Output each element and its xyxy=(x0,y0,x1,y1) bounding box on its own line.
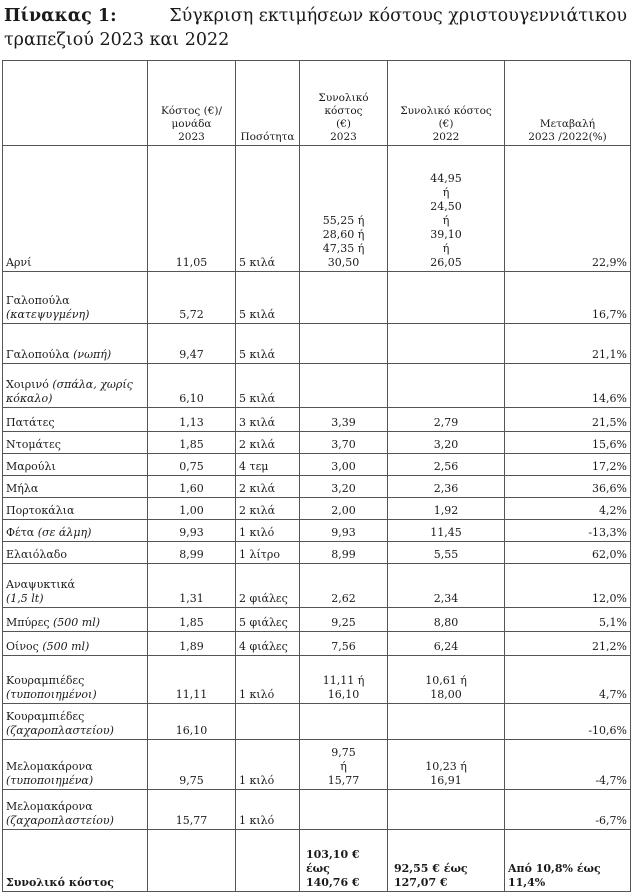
item-name: Οίνος (500 ml) xyxy=(3,632,148,656)
change-percent: 21,2% xyxy=(505,632,631,656)
total-cost-2023 xyxy=(300,272,388,324)
item-name: Μπύρες (500 ml) xyxy=(3,608,148,632)
unit-cost: 1,00 xyxy=(148,498,236,520)
unit-cost: 6,10 xyxy=(148,364,236,408)
total-cost-2023 xyxy=(300,790,388,830)
total-cost-2023: 3,39 xyxy=(300,408,388,432)
item-name: Αναψυκτικά (1,5 lt) xyxy=(3,564,148,608)
item-name: Φέτα (σε άλμη) xyxy=(3,520,148,542)
unit-cost: 1,89 xyxy=(148,632,236,656)
total-cost-2023: 11,11 ή 16,10 xyxy=(300,656,388,704)
change-percent: 62,0% xyxy=(505,542,631,564)
table-row xyxy=(3,324,631,364)
quantity: 1 κιλό xyxy=(236,790,300,830)
total-cost-2023: 3,00 xyxy=(300,454,388,476)
total-cost-2022: 2,34 xyxy=(388,564,505,608)
item-name: Αρνί xyxy=(3,146,148,272)
total-cost-2023: 3,70 xyxy=(300,432,388,454)
total-cost-2023 xyxy=(300,364,388,408)
table-row xyxy=(3,432,631,454)
total-cost-2023: 9,93 xyxy=(300,520,388,542)
total-cost-2022: 10,61 ή 18,00 xyxy=(388,656,505,704)
total-cost-2022: 11,45 xyxy=(388,520,505,542)
title-line-2: τραπεζιού 2023 και 2022 xyxy=(4,30,230,50)
change-percent: 17,2% xyxy=(505,454,631,476)
item-name: Μελομακάρονα (ζαχαροπλαστείου) xyxy=(3,790,148,830)
table-row xyxy=(3,542,631,564)
total-cost-2022: 2,56 xyxy=(388,454,505,476)
table-row xyxy=(3,632,631,656)
table-row xyxy=(3,564,631,608)
item-name: Ντομάτες xyxy=(3,432,148,454)
table-row xyxy=(3,498,631,520)
unit-cost: 9,93 xyxy=(148,520,236,542)
unit-cost: 16,10 xyxy=(148,704,236,740)
item-name: Γαλοπούλα (νωπή) xyxy=(3,324,148,364)
quantity: 1 κιλό xyxy=(236,656,300,704)
item-name: Πατάτες xyxy=(3,408,148,432)
unit-cost: 5,72 xyxy=(148,272,236,324)
total-cost-2022: 1,92 xyxy=(388,498,505,520)
header-quantity: Ποσότητα xyxy=(236,61,300,146)
total-cost-2022: 3,20 xyxy=(388,432,505,454)
item-name: Κουραμπιέδες (τυποποιημένοι) xyxy=(3,656,148,704)
total-cost-2022: 6,24 xyxy=(388,632,505,656)
table-row xyxy=(3,608,631,632)
total-cost-2022 xyxy=(388,790,505,830)
title-label: Πίνακας 1: xyxy=(4,6,117,26)
quantity: 5 κιλά xyxy=(236,272,300,324)
change-percent: 5,1% xyxy=(505,608,631,632)
change-percent: 4,2% xyxy=(505,498,631,520)
total-cost-2022 xyxy=(388,364,505,408)
total-cost-2023: 55,25 ή 28,60 ή 47,35 ή 30,50 xyxy=(300,146,388,272)
header-unit-cost: Κόστος (€)/ μονάδα 2023 xyxy=(148,61,236,146)
total-cost-2022: 2,79 xyxy=(388,408,505,432)
unit-cost: 11,11 xyxy=(148,656,236,704)
total-cost-2022: 10,23 ή 16,91 xyxy=(388,740,505,790)
total-cost-2022: 2,36 xyxy=(388,476,505,498)
total-cost-2022 xyxy=(388,272,505,324)
item-name: Μήλα xyxy=(3,476,148,498)
change-percent: 16,7% xyxy=(505,272,631,324)
table-row xyxy=(3,476,631,498)
header-change: Μεταβαλή 2023 /2022(%) xyxy=(505,61,631,146)
total-cost-2022: 92,55 € έως 127,07 € xyxy=(388,830,505,892)
item-name: Χοιρινό (σπάλα, χωρίς κόκαλο) xyxy=(3,364,148,408)
total-unit xyxy=(148,830,236,892)
change-percent: 22,9% xyxy=(505,146,631,272)
title-line-1 xyxy=(4,4,627,28)
title-caption: Σύγκριση εκτιμήσεων κόστους χριστουγεννιάτικου xyxy=(169,6,627,26)
total-cost-2022: 8,80 xyxy=(388,608,505,632)
unit-cost: 1,13 xyxy=(148,408,236,432)
table-row xyxy=(3,364,631,408)
table-row xyxy=(3,740,631,790)
quantity: 1 κιλό xyxy=(236,520,300,542)
total-cost-2023: 9,25 xyxy=(300,608,388,632)
table-row xyxy=(3,408,631,432)
unit-cost: 1,60 xyxy=(148,476,236,498)
total-cost-2023: 9,75 ή 15,77 xyxy=(300,740,388,790)
total-row xyxy=(3,830,631,892)
total-cost-2023: 2,62 xyxy=(300,564,388,608)
change-percent: 12,0% xyxy=(505,564,631,608)
quantity: 2 κιλά xyxy=(236,432,300,454)
total-cost-2023: 103,10 € έως 140,76 € xyxy=(300,830,388,892)
total-label: Συνολικό κόστος xyxy=(3,830,148,892)
total-cost-2023: 7,56 xyxy=(300,632,388,656)
quantity: 2 κιλά xyxy=(236,476,300,498)
quantity: 5 φιάλες xyxy=(236,608,300,632)
unit-cost: 15,77 xyxy=(148,790,236,830)
table-row xyxy=(3,704,631,740)
header-total-2022: Συνολικό κόστος (€) 2022 xyxy=(388,61,505,146)
change-percent: 21,1% xyxy=(505,324,631,364)
total-cost-2022 xyxy=(388,704,505,740)
table-row xyxy=(3,454,631,476)
quantity: 1 λίτρο xyxy=(236,542,300,564)
total-cost-2023: 2,00 xyxy=(300,498,388,520)
change-percent: 15,6% xyxy=(505,432,631,454)
change-percent: 36,6% xyxy=(505,476,631,498)
total-cost-2022 xyxy=(388,324,505,364)
quantity: 2 φιάλες xyxy=(236,564,300,608)
item-name: Μαρούλι xyxy=(3,454,148,476)
change-percent: -4,7% xyxy=(505,740,631,790)
table-body xyxy=(3,146,631,830)
quantity: 5 κιλά xyxy=(236,364,300,408)
total-cost-2023: 8,99 xyxy=(300,542,388,564)
quantity: 5 κιλά xyxy=(236,324,300,364)
change-percent: 4,7% xyxy=(505,656,631,704)
quantity: 2 κιλά xyxy=(236,498,300,520)
change-percent: 14,6% xyxy=(505,364,631,408)
change-percent: -10,6% xyxy=(505,704,631,740)
quantity xyxy=(236,704,300,740)
header-total-2023: Συνολικό κόστος (€) 2023 xyxy=(300,61,388,146)
unit-cost: 9,75 xyxy=(148,740,236,790)
total-cost-2023: 3,20 xyxy=(300,476,388,498)
item-name: Μελομακάρονα (τυποποιημένα) xyxy=(3,740,148,790)
total-cost-2023 xyxy=(300,324,388,364)
unit-cost: 1,85 xyxy=(148,432,236,454)
total-cost-2022: 44,95 ή 24,50 ή 39,10 ή 26,05 xyxy=(388,146,505,272)
quantity: 4 φιάλες xyxy=(236,632,300,656)
table-row xyxy=(3,790,631,830)
header-item xyxy=(3,61,148,146)
unit-cost: 11,05 xyxy=(148,146,236,272)
total-qty xyxy=(236,830,300,892)
cost-comparison-table xyxy=(2,60,631,892)
item-name: Κουραμπιέδες (ζαχαροπλαστείου) xyxy=(3,704,148,740)
total-cost-2022: 5,55 xyxy=(388,542,505,564)
unit-cost: 1,85 xyxy=(148,608,236,632)
total-change: Από 10,8% έως 11,4% xyxy=(505,830,631,892)
unit-cost: 1,31 xyxy=(148,564,236,608)
change-percent: -6,7% xyxy=(505,790,631,830)
item-name: Γαλοπούλα (κατεψυγμένη) xyxy=(3,272,148,324)
table-row xyxy=(3,146,631,272)
unit-cost: 0,75 xyxy=(148,454,236,476)
quantity: 1 κιλό xyxy=(236,740,300,790)
table-header-row xyxy=(3,61,631,146)
change-percent: -13,3% xyxy=(505,520,631,542)
unit-cost: 8,99 xyxy=(148,542,236,564)
page-title xyxy=(4,4,627,52)
table-row xyxy=(3,520,631,542)
total-cost-2023 xyxy=(300,704,388,740)
quantity: 4 τεμ xyxy=(236,454,300,476)
table-row xyxy=(3,272,631,324)
quantity: 5 κιλά xyxy=(236,146,300,272)
unit-cost: 9,47 xyxy=(148,324,236,364)
table-row xyxy=(3,656,631,704)
quantity: 3 κιλά xyxy=(236,408,300,432)
change-percent: 21,5% xyxy=(505,408,631,432)
item-name: Ελαιόλαδο xyxy=(3,542,148,564)
item-name: Πορτοκάλια xyxy=(3,498,148,520)
